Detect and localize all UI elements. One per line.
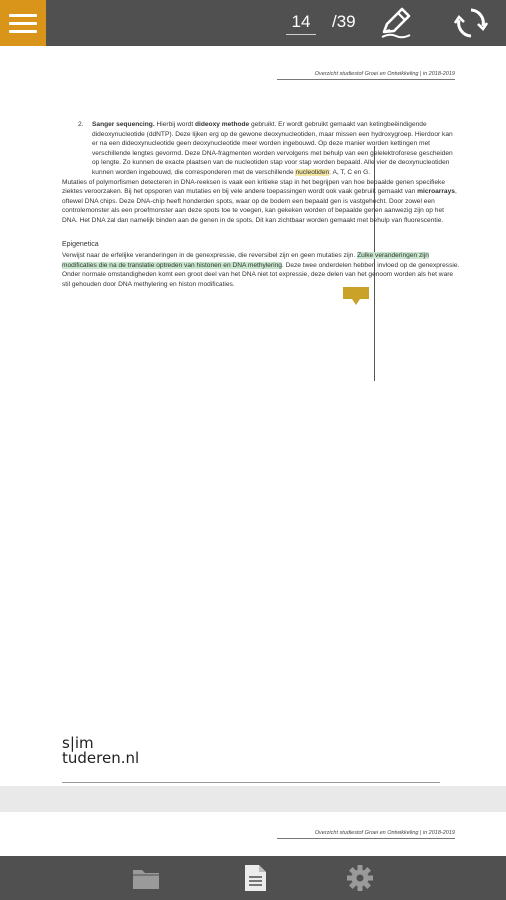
folder-icon[interactable] — [131, 864, 161, 892]
list-item: 2. Sanger sequencing. Hierbij wordt dideoxy methode gebruikt. Er wordt gebruikt gemaakt van ketingbeëindigende dideoxynucleotide (ddNTP). Deze lijken erg op de gewone deoxynucleotiden, maar missen een hydroxygroep. Hierdoor kan er na een dideoxynucleotide geen deoxynucleotide meer worden ingebouwd. Op deze manier worden kettingen met verschillende lengtes gevormd. Deze DNA-fragmenten worden vervolgens met behulp van een gelelektroforese gescheiden op lengte. Zo kunnen de exacte plaatsen van de nucleotiden stap voor stap worden bepaald. Alle vier de deoxynucleotiden kunnen worden ingebouwd, die corresponderen met de verschillende nucleotiden: A, T, C en G. — [78, 121, 453, 176]
menu-button[interactable] — [0, 0, 46, 46]
term-bold: Sanger sequencing. — [92, 121, 155, 128]
top-toolbar — [0, 0, 506, 46]
section-title: Epigenetica — [62, 240, 99, 248]
bottom-toolbar — [0, 856, 506, 900]
menu-icon — [9, 14, 37, 17]
document-body — [62, 120, 460, 290]
slimstuderen-logo: s|im tuderen.nl — [62, 734, 140, 767]
page-header: Overzicht studiestof Groei en Ontwikkeling | in 2018-2019 — [277, 71, 455, 80]
pen-icon[interactable] — [378, 6, 414, 40]
footer-divider — [62, 782, 440, 783]
paragraph: Verwijst naar de erfelijke veranderingen in de genexpressie, die reversibel zijn en geen mutaties zijn. Zulke veranderingen zijn modificaties die na de translatie optreden van histonen en DNA methylering. Deze twee onderdelen hebben invloed op de genexpressie. Onder normale omstandigheden komt een groot deel van het DNA niet tot expressie, deze delen van het genoom worden als het ware stil gehouden door DNA methylering en histon modificaties. — [62, 252, 460, 288]
list-number: 2. — [78, 121, 84, 128]
page-gap — [0, 786, 506, 812]
total-pages-label: /39 — [332, 12, 356, 31]
next-document-page — [0, 812, 506, 856]
yellow-highlight[interactable]: nucleotiden — [295, 168, 330, 176]
gear-icon[interactable] — [345, 864, 375, 892]
document-icon[interactable] — [240, 864, 270, 892]
page-header: Overzicht studiestof Groei en Ontwikkeling | in 2018-2019 — [277, 830, 455, 839]
green-highlight[interactable]: Zulke veranderingen zijn modificaties die na de translatie optreden van histonen en DNA methylering — [62, 252, 429, 269]
paragraph: Mutaties of polymorfismen detecteren in DNA-reeksen is vaak een kritieke stap in het begrijpen van hoe bepaalde genen specifieke ziektes veroorzaken. Bij het opsporen van mutaties en bij vele andere toepassingen wordt ook vaak gebruik gemaakt van microarrays, oftewel DNA chips. Deze DNA-chip heeft honderden spots, waar op de bodem een bepaald gen is vastgehecht. Door zowel een controlemonster als een proefmonster aan deze spots toe te voegen, kan gekeken worden of bepaalde genen aanwezig zijn op het DNA. Het DNA zal dan namelijk binden aan de genen in de spots. Dit kan zichtbaar worden gemaakt met behulp van fluorescentie. — [62, 178, 457, 224]
sync-icon[interactable] — [454, 6, 488, 40]
current-page-input[interactable]: 14 — [286, 10, 316, 35]
note-comment-icon[interactable] — [343, 287, 369, 305]
document-page — [0, 46, 506, 786]
